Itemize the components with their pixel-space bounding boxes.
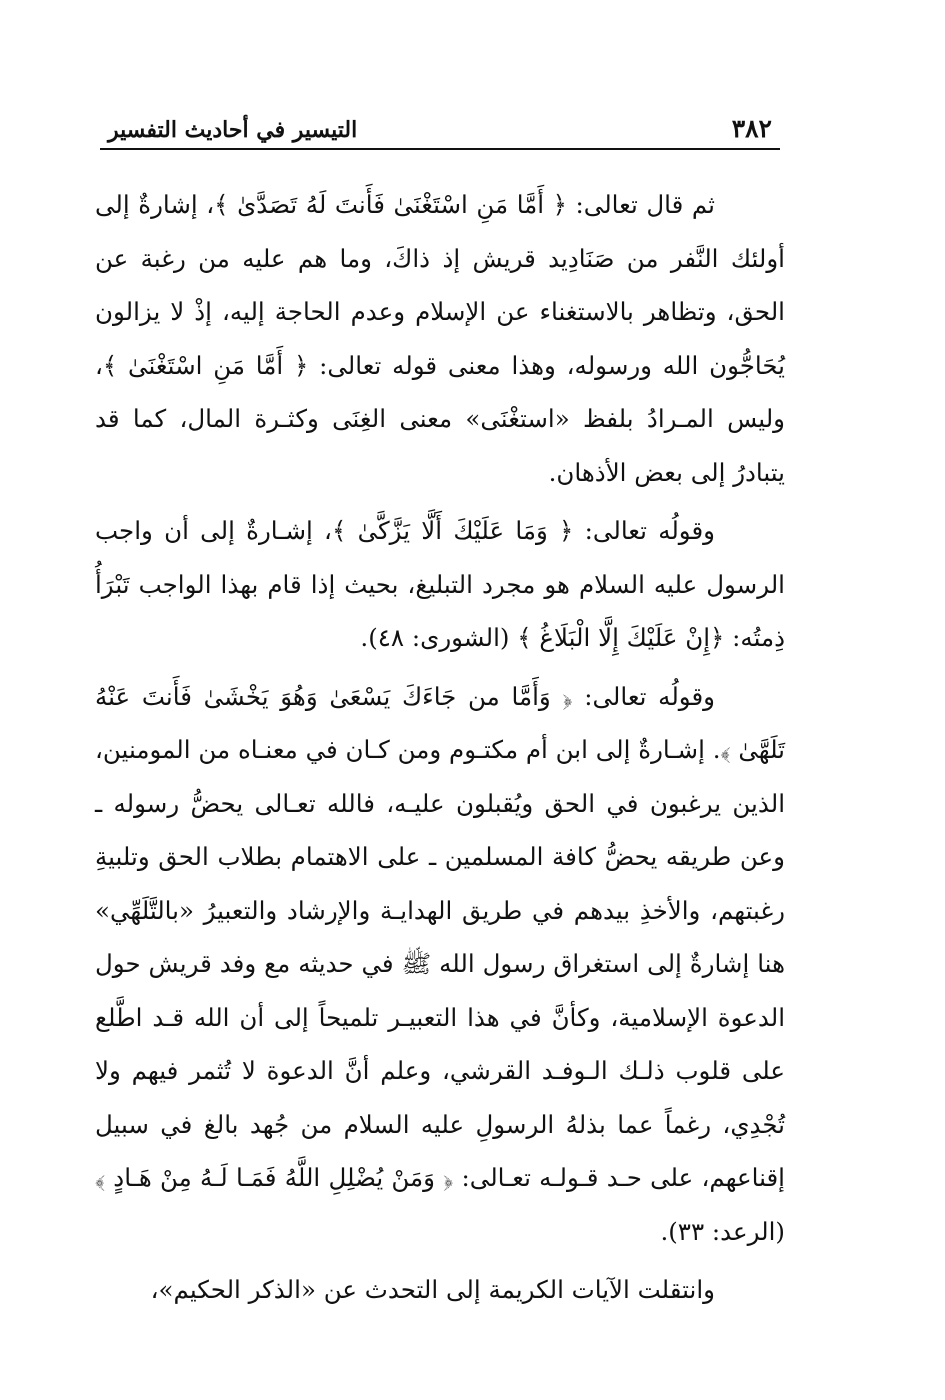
body-text [95,178,785,1317]
page-header [100,112,780,148]
running-title: التيسير في أحاديث التفسير [108,117,358,143]
paragraph-3: وقولُه تعالى: ﴿ وَأَمَّا من جَاءَكَ يَسْعَىٰ وَهُوَ يَخْشَىٰ فَأَنتَ عَنْهُ تَلَهَّىٰ ﴾. إشـارةٌ إلى ابن أم مكتـوم ومن كـان في معنـاه من المومنين، الذين يرغبون في الحق ويُقبلون عليـه، فالله تعـالى يحضُّ رسوله ـ وعن طريقه يحضُّ كافة المسلمين ـ على الاهتمام بطلاب الحق وتلبيةِ رغبتهم، والأخذِ بيدهم في طريق الهدايـة والإرشاد والتعبيرُ «بالتَّلَهِّي» هنا إشارةٌ إلى استغراق رسول الله ﷺ في حديثه مع وفد قريش حول الدعوة الإسلامية، وكأنَّ في هذا التعبيـر تلميحاً إلى أن الله قـد اطَّلع على قلوب ذلـك الـوفـد القرشي، وعلم أنَّ الدعوة لا تُثمر فيهم ولا تُجْدِي، رغماً عما بذلهُ الرسولِ عليه السلام من جُهد بالغ في سبيل إقناعهم، على حـد قـولـه تعـالى: ﴿ وَمَنْ يُضْلِلِ اللَّهُ فَمَـا لَـهُ مِنْ هَـادٍ ﴾ (الرعد: ٣٣). [95,681,785,1246]
paragraph-4: وانتقلت الآيات الكريمة إلى التحدث عن «الذكر الحكيم»، [150,1275,715,1304]
paragraph-2: وقولُه تعالى: ﴿ وَمَا عَلَيْكَ أَلَّا يَزَّكَّىٰ ﴾، إشـارةٌ إلى أن واجب الرسول عليه السلام هو مجرد التبليغ، بحيث إذا قام بهذا الواجب تَبْرَأُ ذِمتُه: ﴿إِنْ عَلَيْكَ إِلَّا الْبَلَاغُ ﴾ (الشورى: ٤٨). [95,516,785,652]
header-rule [100,148,780,150]
page-number: ٣٨٢ [731,114,772,143]
paragraph-1: ثم قال تعالى: ﴿ أَمَّا مَنِ اسْتَغْنَىٰ فَأَنتَ لَهُ تَصَدَّىٰ ﴾، إشارةٌ إلى أولئك النَّفر من صَنَادِيد قريش إذ ذاكَ، وما هم عليه من رغبة عن الحق، وتظاهر بالاستغناء عن الإسلام وعدم الحاجة إليه، إذْ لا يزالون يُحَاجُّون الله ورسوله، وهذا معنى قوله تعالى: ﴿ أَمَّا مَنِ اسْتَغْنَىٰ ﴾، وليس المـرادُ بلفظ «استغْنَى» معنى الغِنَى وكثـرة المال، كما قد يتبادرُ إلى بعض الأذهان. [95,190,785,487]
